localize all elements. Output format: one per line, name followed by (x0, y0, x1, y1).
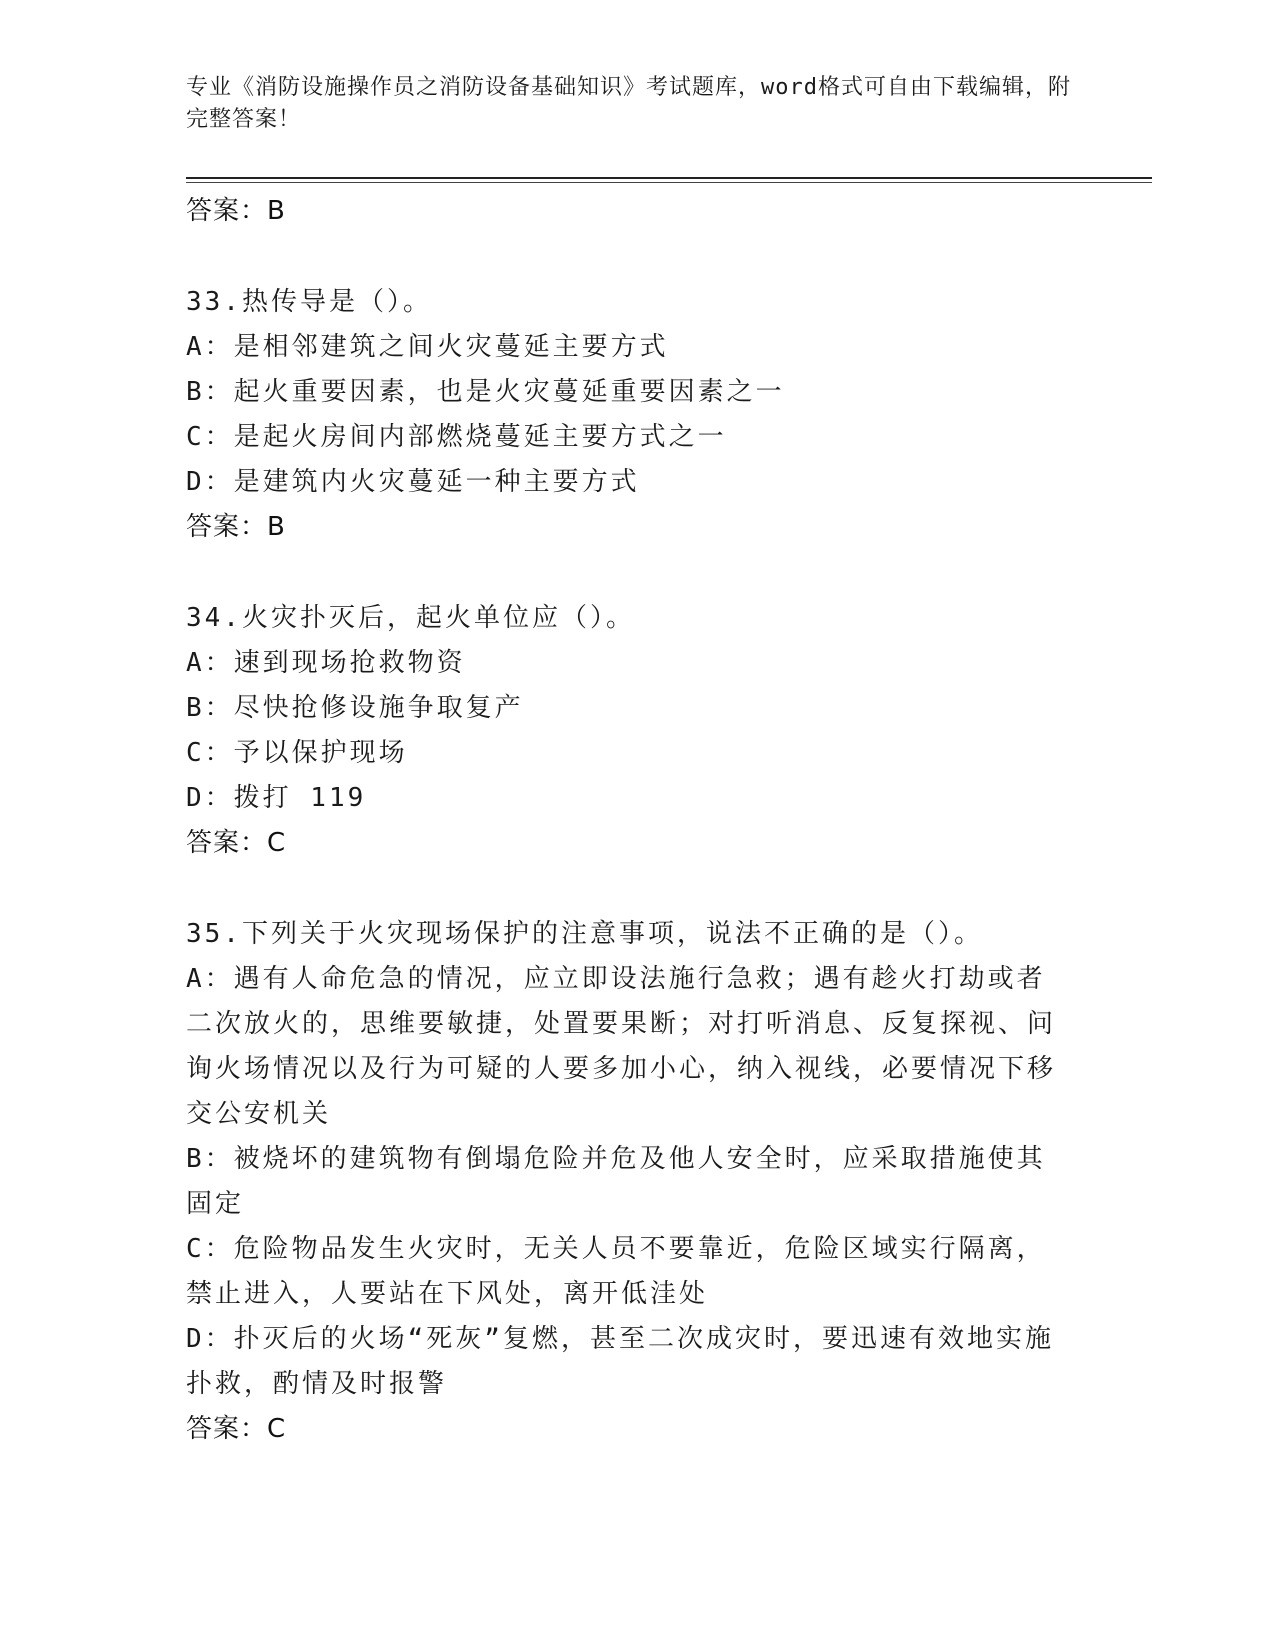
spacer (186, 234, 1086, 280)
document-header: 专业《消防设施操作员之消防设备基础知识》考试题库，word格式可自由下载编辑，附完整答案！ (186, 75, 1071, 132)
question-34 (186, 596, 1086, 866)
option-b: B：起火重要因素，也是火灾蔓延重要因素之一 (186, 377, 785, 407)
option-d: D：扑灭后的火场“死灰”复燃，甚至二次成灾时，要迅速有效地实施扑救，酌情及时报警 (186, 1324, 1054, 1399)
option-c: C：是起火房间内部燃烧蔓延主要方式之一 (186, 422, 727, 452)
option-d: D：是建筑内火灾蔓延一种主要方式 (186, 467, 640, 497)
option-a: A：遇有人命危急的情况，应立即设法施行急救；遇有趁火打劫或者二次放火的，思维要敏捷，处置要果断；对打听消息、反复探视、问询火场情况以及行为可疑的人要多加小心，纳入视线，必要情况下移交公安机关 (186, 964, 1057, 1129)
option-b: B：尽快抢修设施争取复产 (186, 693, 524, 723)
option-c: C：危险物品发生火灾时，无关人员不要靠近，危险区域实行隔离，禁止进入，人要站在下风处，离开低洼处 (186, 1234, 1046, 1309)
spacer (186, 866, 1086, 912)
question-stem: 34.火灾扑灭后，起火单位应（）。 (186, 603, 635, 633)
answer: 答案：C (186, 1414, 287, 1444)
question-33 (186, 280, 1086, 550)
option-b: B：被烧坏的建筑物有倒塌危险并危及他人安全时，应采取措施使其固定 (186, 1144, 1046, 1219)
header-divider-thin (186, 182, 1152, 183)
question-stem: 35.下列关于火灾现场保护的注意事项，说法不正确的是（）。 (186, 919, 983, 949)
header-divider-thick (186, 177, 1152, 179)
option-a: A：是相邻建筑之间火灾蔓延主要方式 (186, 332, 669, 362)
answer: 答案：B (186, 512, 286, 542)
question-stem: 33.热传导是（）。 (186, 287, 432, 317)
question-35 (186, 912, 1086, 1452)
previous-answer: 答案：B (186, 196, 286, 226)
answer: 答案：C (186, 828, 287, 858)
option-a: A：速到现场抢救物资 (186, 648, 466, 678)
spacer (186, 550, 1086, 596)
option-d: D：拨打 119 (186, 783, 367, 813)
question-list (186, 189, 1086, 1452)
option-c: C：予以保护现场 (186, 738, 408, 768)
